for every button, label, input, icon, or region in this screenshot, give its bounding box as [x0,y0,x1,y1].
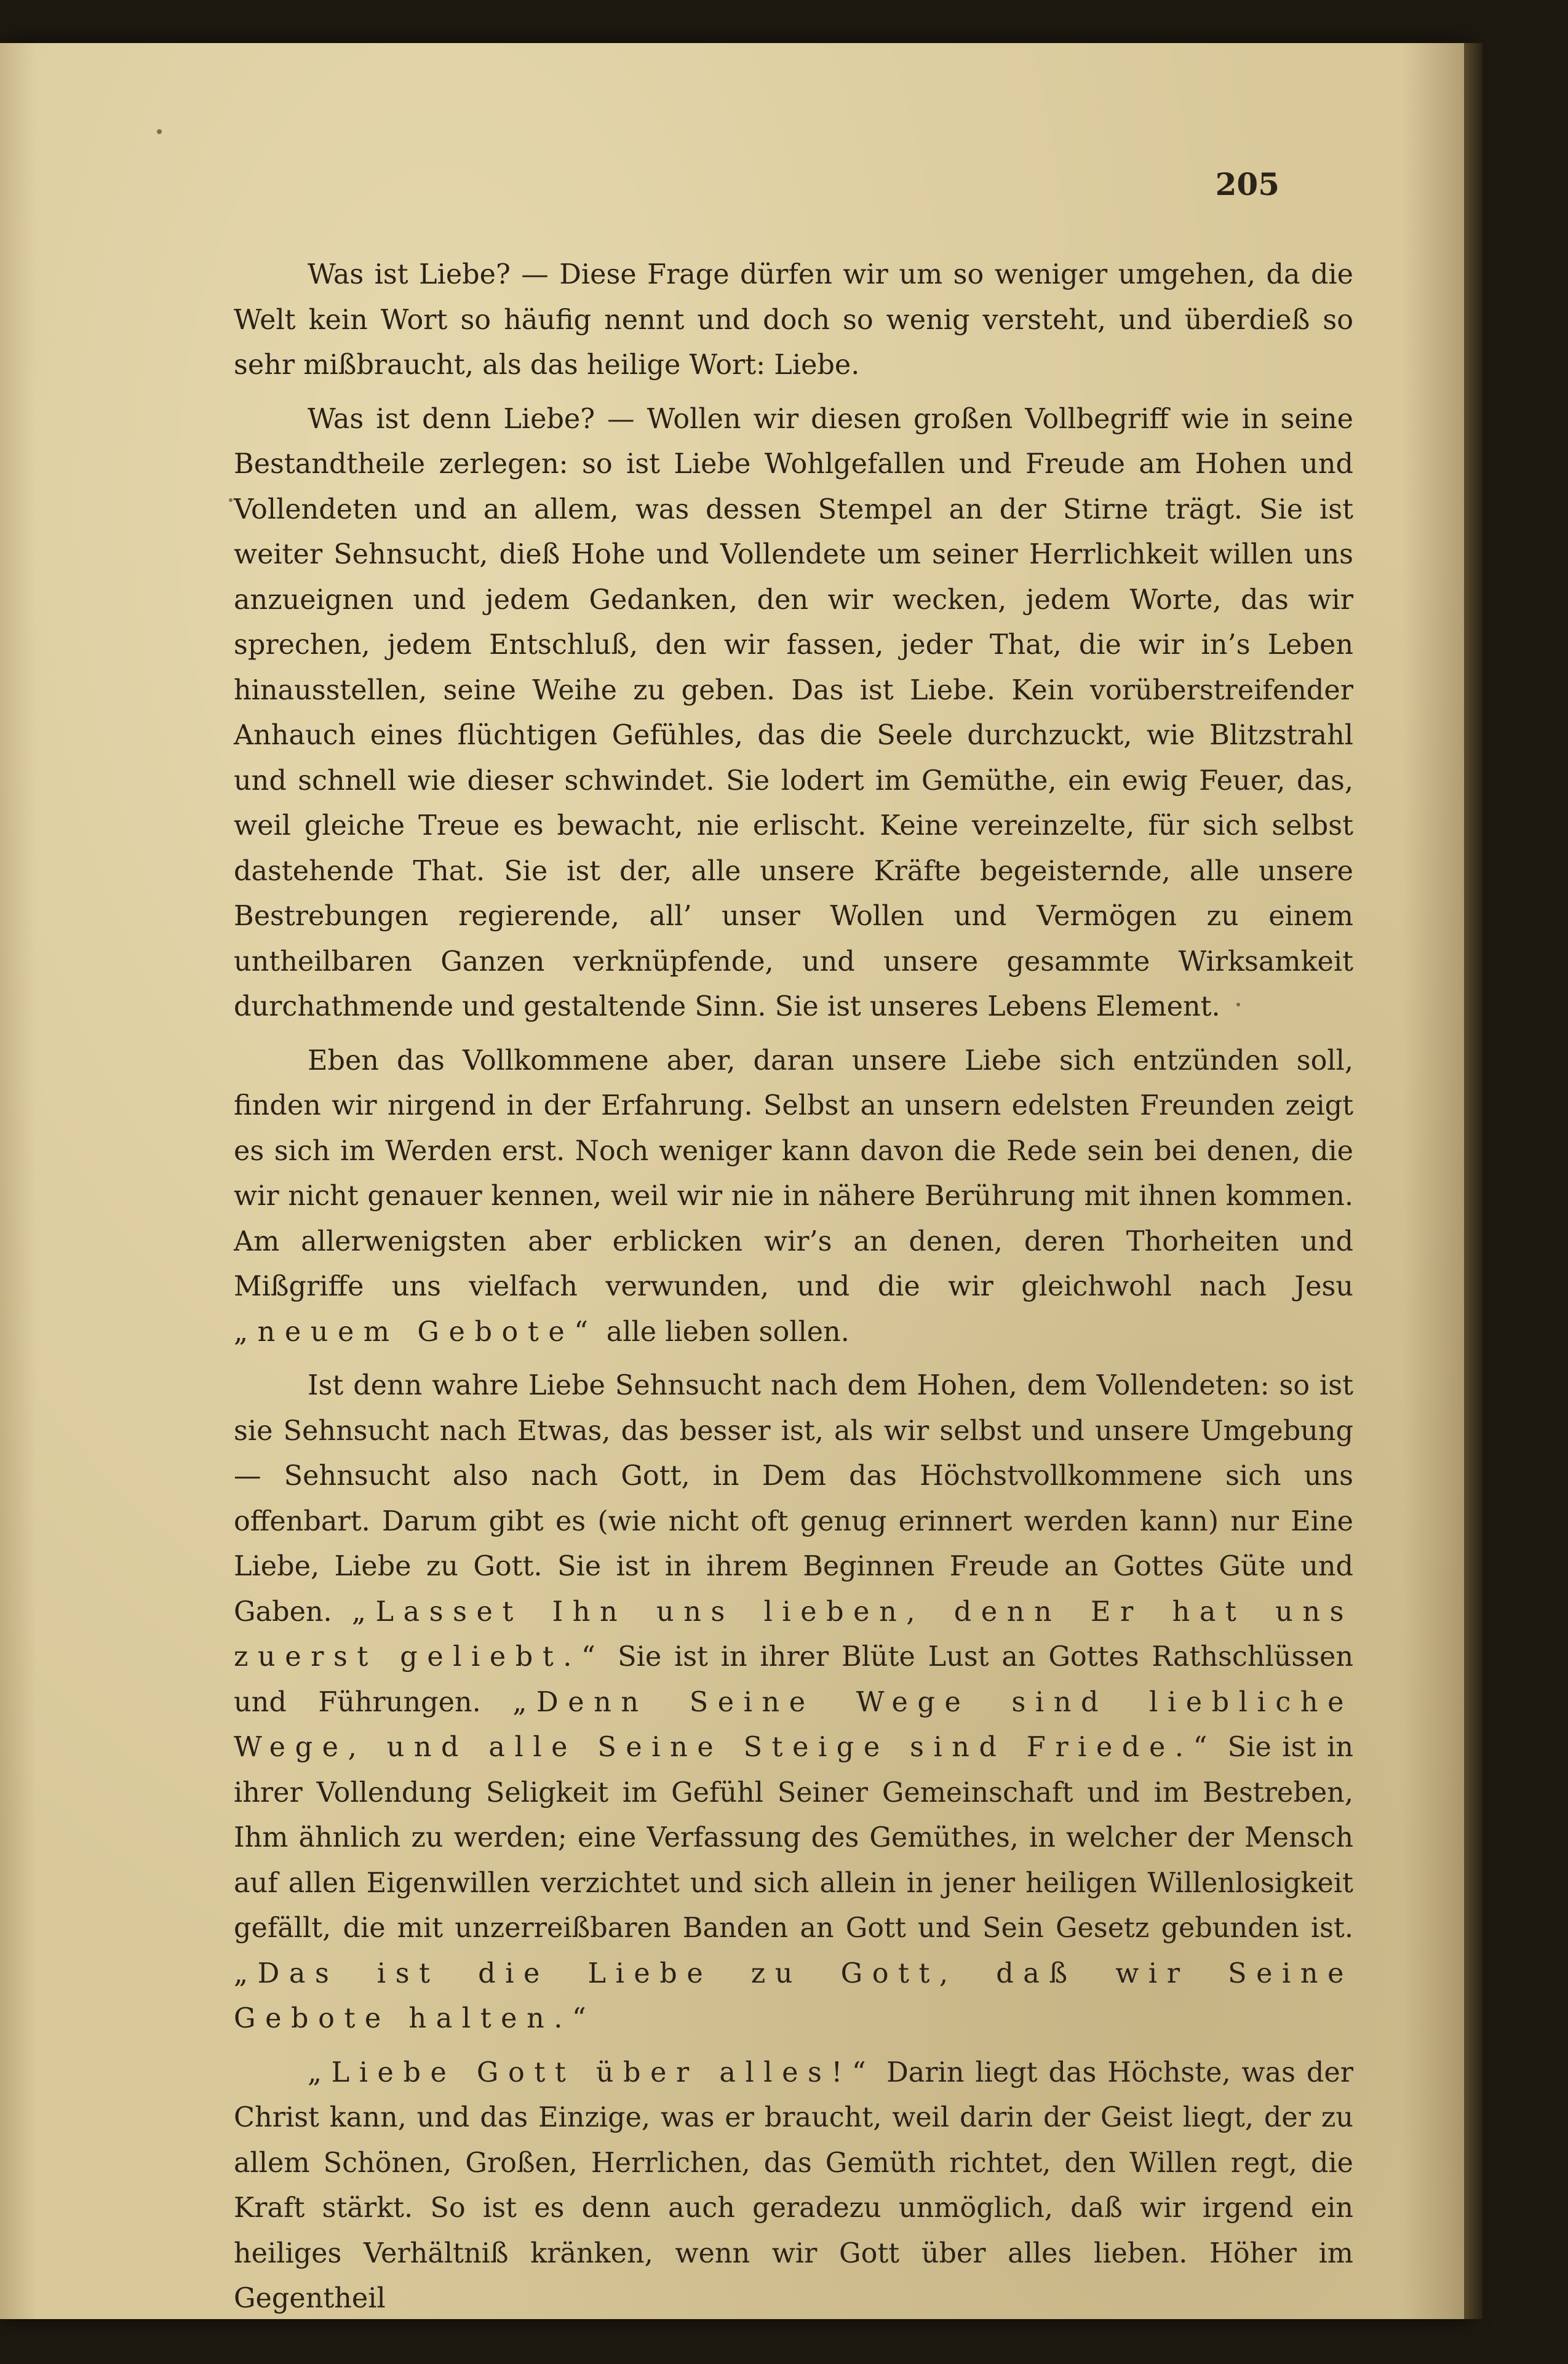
text-run: Sie ist in ihrer Blüte Lust an Gottes Rathschlüssen und Führungen. [234,1641,1353,1718]
paragraph [234,1038,1353,1355]
paper-speck [157,129,162,134]
text-run: Was ist Liebe? — Diese Frage dürfen wir um so weniger umgehen, da die Welt kein Wort so häufig nennt und doch so wenig versteht, und überdieß so sehr mißbraucht, als das heilige Wort: Liebe. [234,259,1353,381]
text-run: Sie ist in ihrer Vollendung Seligkeit im Gefühl Seiner Gemeinschaft und im Bestreben, Ihm ähnlich zu werden; eine Verfassung des Gemüthes, in welcher der Mensch auf allen Eigenwillen verzichtet und sich allein in jener heiligen Willenlosigkeit gefällt, die mit unzerreißbaren Banden an Gott und Sein Gesetz gebunden ist. [234,1732,1353,1944]
paragraph [234,2050,1353,2322]
paragraph [234,397,1353,1030]
paper-speck [229,498,233,502]
paragraph [234,1363,1353,2042]
page-text [234,252,1353,2330]
paper-speck [1236,1003,1240,1006]
text-run: Darin liegt das Höchste, was der Christ kann, und das Einzige, was er braucht, weil darin der Geist liegt, der zu allem Schönen, Großen, Herrlichen, das Gemüth richtet, den Willen regt, die Kraft stärkt. So ist es denn auch geradezu unmöglich, daß wir irgend ein heiliges Verhältniß kränken, wenn wir Gott über alles lieben. Höher im Gegentheil [234,2056,1353,2314]
spaced-quote: „Das ist die Liebe zu Gott, daß wir Seine Gebote halten.“ [234,1957,1353,2034]
text-run: Ist denn wahre Liebe Sehnsucht nach dem Hohen, dem Vollendeten: so ist sie Sehnsucht nach Etwas, das besser ist, als wir selbst und unsere Umgebung — Sehnsucht also nach Gott, in Dem das Höchstvollkommene sich uns offenbart. Darum gibt es (wie nicht oft genug erinnert werden kann) nur Eine Liebe, Liebe zu Gott. Sie ist in ihrem Beginnen Freude an Gottes Güte und Gaben. [234,1370,1353,1628]
spaced-quote: „Denn Seine Wege sind liebliche Wege, und alle Seine Steige sind Friede.“ [234,1686,1353,1763]
text-run: alle lieben sollen. [597,1316,850,1348]
spaced-quote: „Lasset Ihn uns lieben, denn Er hat uns zuerst geliebt.“ [234,1596,1353,1673]
book-page [0,43,1464,2319]
paragraph [234,252,1353,388]
spaced-quote: „neuem Gebote“ [234,1316,598,1348]
page-number: 205 [1215,166,1279,202]
text-run: Was ist denn Liebe? — Wollen wir diesen großen Vollbegriff wie in seine Bestandtheile zerlegen: so ist Liebe Wohlgefallen und Freude am Hohen und Vollendeten und an allem, was dessen Stempel an der Stirne trägt. Sie ist weiter Sehnsucht, dieß Hohe und Vollendete um seiner Herrlichkeit willen uns anzueignen und jedem Gedanken, den wir wecken, jedem Worte, das wir sprechen, jedem Entschluß, den wir fassen, jeder That, die wir in’s Leben hinausstellen, seine Weihe zu geben. Das ist Liebe. Kein vorüberstreifender Anhauch eines flüchtigen Gefühles, das die Seele durchzuckt, wie Blitzstrahl und schnell wie dieser schwindet. Sie lodert im Gemüthe, ein ewig Feuer, das, weil gleiche Treue es bewacht, nie erlischt. Keine vereinzelte, für sich selbst dastehende That. Sie ist der, alle unsere Kräfte begeisternde, alle unsere Bestrebungen regierende, all’ unser Wollen und Vermögen zu einem untheilbaren Ganzen verknüpfende, und unsere gesammte Wirksamkeit durchathmende und gestaltende Sinn. Sie ist unseres Lebens Element. [234,403,1353,1022]
spaced-quote: „Liebe Gott über alles!“ [308,2056,876,2088]
page-edge-shadow [1464,43,1482,2319]
text-run: Eben das Vollkommene aber, daran unsere Liebe sich entzünden soll, finden wir nirgend in der Erfahrung. Selbst an unsern edelsten Freunden zeigt es sich im Werden erst. Noch weniger kann davon die Rede sein bei denen, die wir nicht genauer kennen, weil wir nie in nähere Berührung mit ihnen kommen. Am allerwenigsten aber erblicken wir’s an denen, deren Thorheiten und Mißgriffe uns vielfach verwunden, und die wir gleichwohl nach Jesu [234,1045,1353,1302]
